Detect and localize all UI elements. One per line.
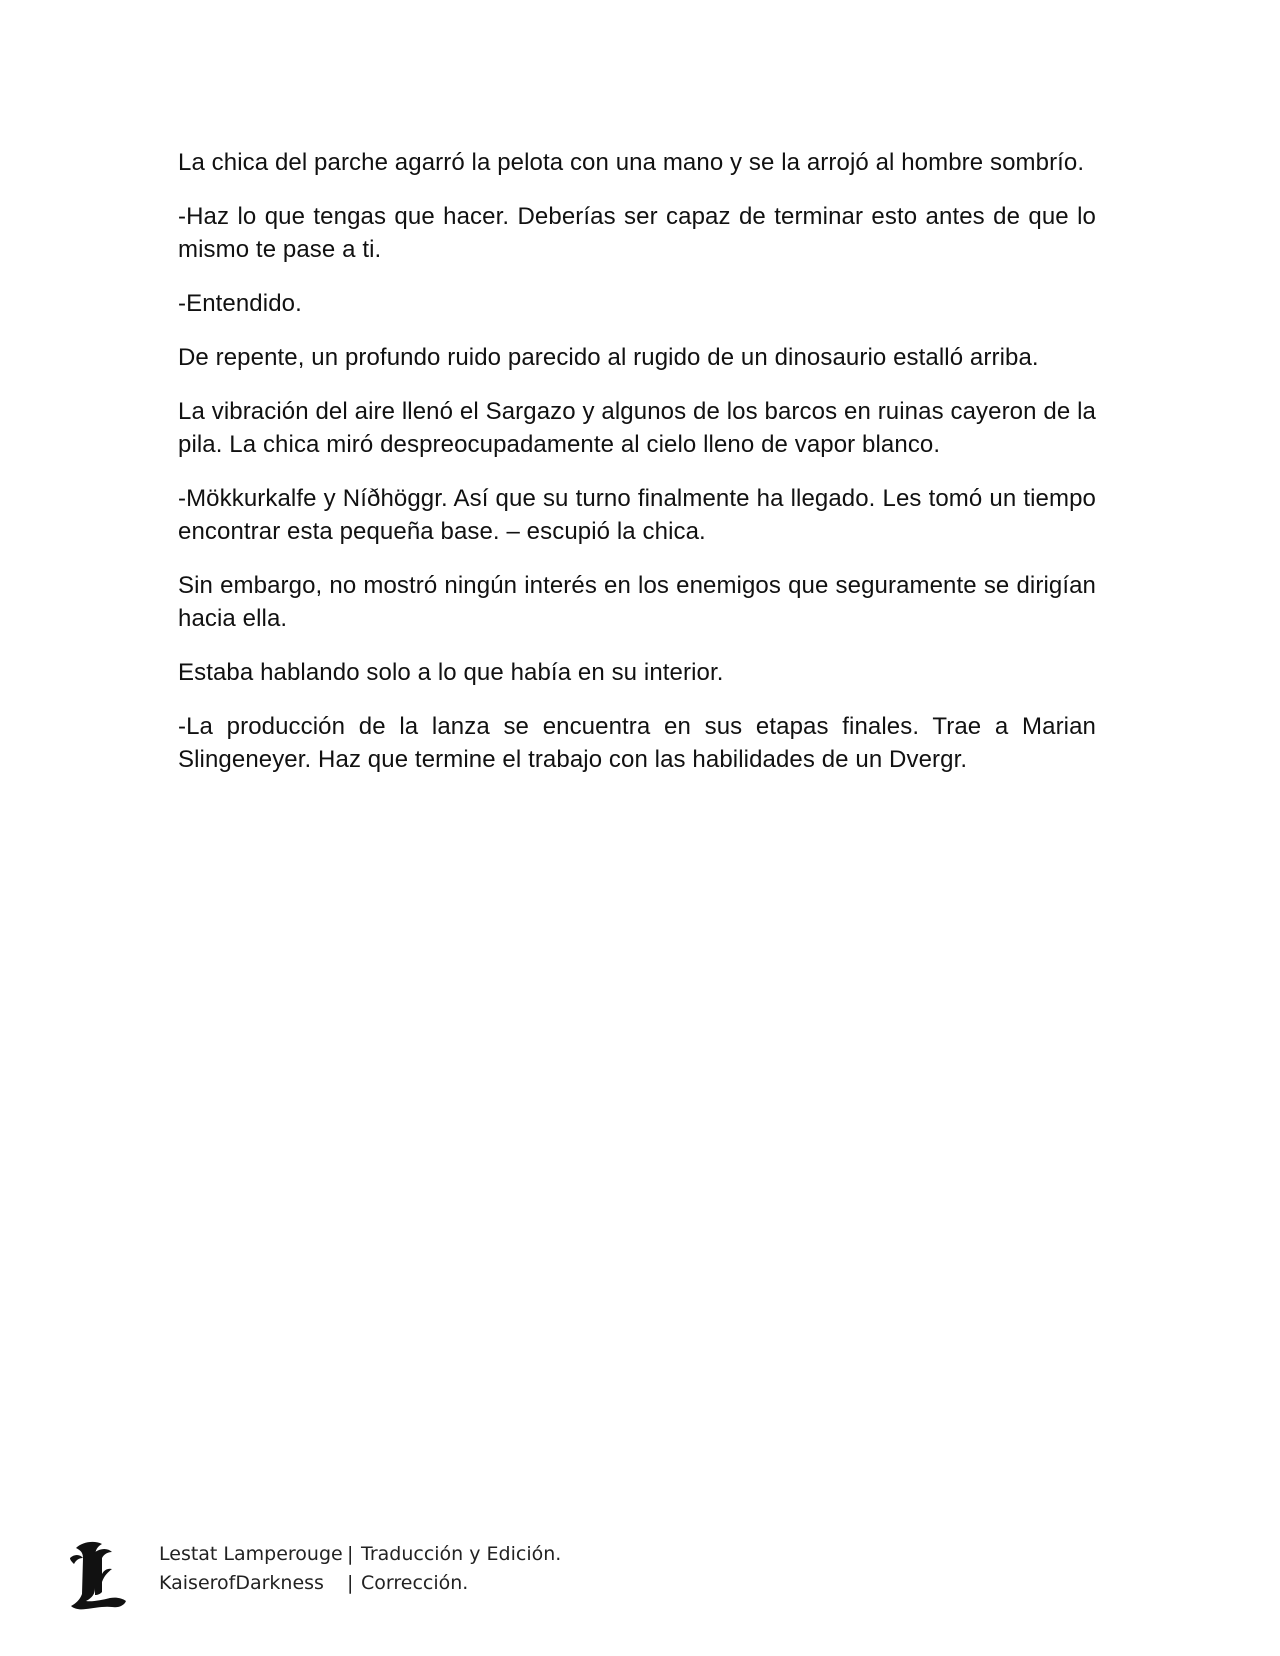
paragraph: Sin embargo, no mostró ningún interés en los enemigos que seguramente se dirigían hacia ella. — [178, 572, 1096, 632]
credit-row — [159, 1540, 561, 1569]
credit-role: Traducción y Edición. — [361, 1543, 562, 1565]
paragraph: -La producción de la lanza se encuentra en sus etapas finales. Trae a Marian Slingeneyer. Haz que termine el trabajo con las habilidades de un Dvergr. — [178, 713, 1096, 773]
paragraph: -Haz lo que tengas que hacer. Deberías ser capaz de terminar esto antes de que lo mismo te pase a ti. — [178, 203, 1096, 263]
paragraph: La vibración del aire llenó el Sargazo y algunos de los barcos en ruinas cayeron de la pila. La chica miró despreocupadamente al cielo lleno de vapor blanco. — [178, 398, 1096, 458]
paragraph: De repente, un profundo ruido parecido al rugido de un dinosaurio estalló arriba. — [178, 344, 1039, 371]
credit-role: Corrección. — [361, 1572, 469, 1594]
gothic-letter-l-icon — [68, 1538, 132, 1610]
credits — [159, 1540, 561, 1598]
paragraph: Estaba hablando solo a lo que había en su interior. — [178, 659, 724, 686]
credit-row — [159, 1569, 561, 1598]
credit-name: KaiserofDarkness — [159, 1572, 324, 1594]
credit-separator: | — [347, 1572, 354, 1594]
paragraph: La chica del parche agarró la pelota con una mano y se la arrojó al hombre sombrío. — [178, 149, 1085, 176]
paragraph: -Mökkurkalfe y Níðhöggr. Así que su turno finalmente ha llegado. Les tomó un tiempo encontrar esta pequeña base. – escupió la chica. — [178, 485, 1096, 545]
paragraph: -Entendido. — [178, 290, 302, 317]
body-text — [178, 146, 1096, 797]
credit-name: Lestat Lamperouge — [159, 1543, 343, 1565]
page-footer — [64, 1536, 764, 1616]
credit-separator: | — [347, 1543, 354, 1565]
